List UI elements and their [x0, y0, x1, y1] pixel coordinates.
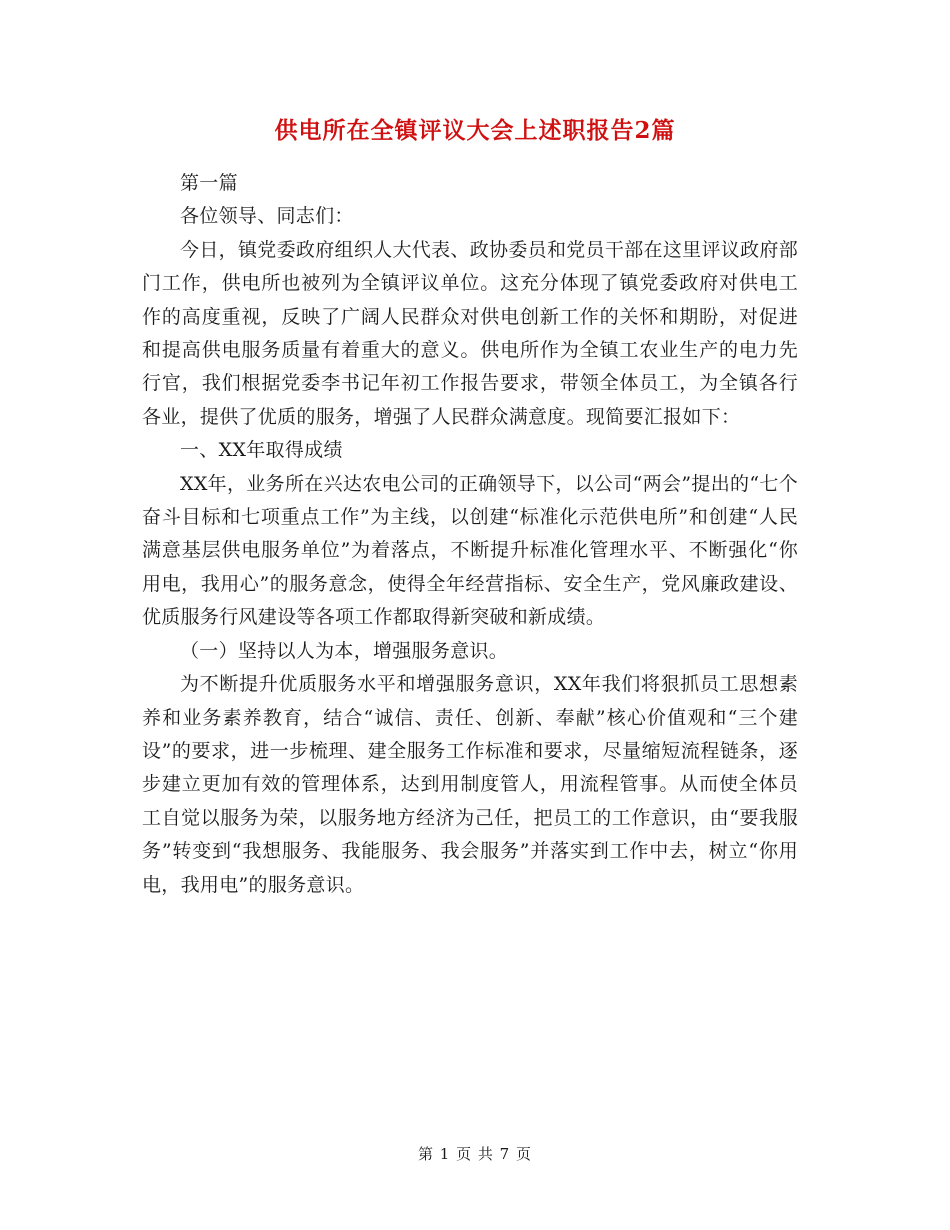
body-paragraph: 今日，镇党委政府组织人大代表、政协委员和党员干部在这里评议政府部门工作，供电所也被列为全镇评议单位。这充分体现了镇党委政府对供电工作的高度重视，反映了广阔人民群众对供电创新工作的关怀和期盼，对促进和提高供电服务质量有着重大的意义。供电所作为全镇工农业生产的电力先行官，我们根据党委李书记年初工作报告要求，带领全体员工，为全镇各行各业，提供了优质的服务，增强了人民群众满意度。现简要汇报如下： — [142, 238, 798, 428]
page-number-footer: 第 1 页 共 7 页 — [418, 1145, 532, 1163]
salutation: 各位领导、同志们： — [180, 205, 354, 228]
subsection-heading: （一）坚持以人为本，增强服务意识。 — [180, 639, 509, 662]
body-paragraph: XX年，业务所在兴达农电公司的正确领导下，以公司“两会”提出的“七个奋斗目标和七项重点工作”为主线，以创建“标准化示范供电所”和创建“人民满意基层供电服务单位”为着落点，不断提升标准化管理水平、不断强化“你用电，我用心”的服务意念，使得全年经营指标、安全生产，党风廉政建设、优质服务行风建设等各项工作都取得新突破和新成绩。 — [142, 472, 798, 629]
body-paragraph: 为不断提升优质服务水平和增强服务意识，XX年我们将狠抓员工思想素养和业务素养教育，结合“诚信、责任、创新、奉献”核心价值观和“三个建设”的要求，进一步梳理、建全服务工作标准和要求，尽量缩短流程链条，逐步建立更加有效的管理体系，达到用制度管人，用流程管事。从而使全体员工自觉以服务为荣，以服务地方经济为己任，把员工的工作意识，由“要我服务”转变到“我想服务、我能服务、我会服务”并落实到工作中去，树立“你用电，我用电”的服务意识。 — [142, 673, 798, 896]
document-title: 供电所在全镇评议大会上述职报告2篇 — [274, 117, 676, 144]
subsection-heading: 一、XX年取得成绩 — [180, 439, 343, 462]
section-heading: 第一篇 — [180, 172, 238, 194]
document-body — [142, 167, 798, 902]
